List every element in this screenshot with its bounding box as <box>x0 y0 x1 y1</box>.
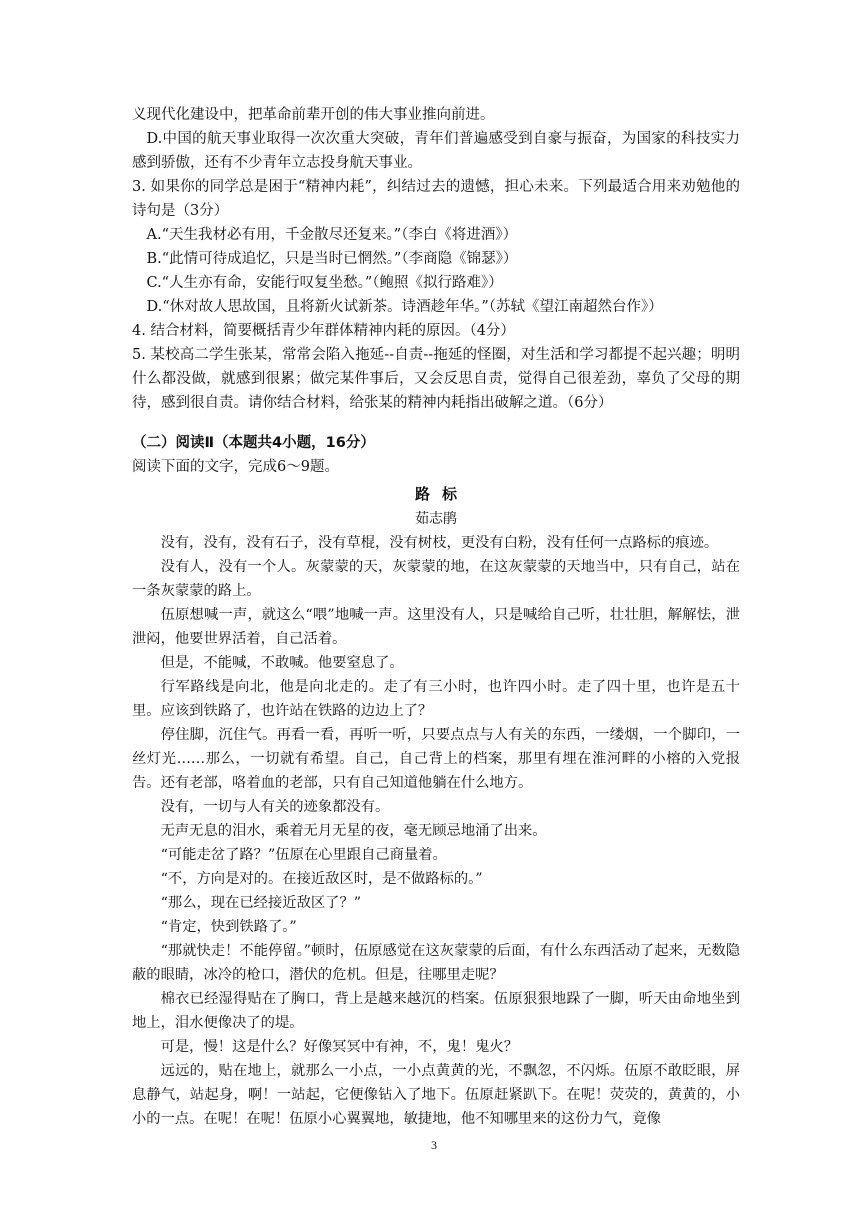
question-4: 4. 结合材料，简要概括青少年群体精神内耗的原因。（4分） <box>132 323 515 339</box>
question-3-option-d: D.“休对故人思故国，且将新火试新茶。诗酒趁年华。”（苏轼《望江南超然台作》） <box>146 299 663 315</box>
page-content <box>132 103 740 1131</box>
story-paragraph: “那就快走！不能停留。”顿时，伍原感觉在这灰蒙蒙的后面，有什么东西活动了起来，无数隐蔽的眼睛，冰冷的枪口，潜伏的危机。但是，往哪里走呢？ <box>132 943 740 983</box>
story-paragraph: 远远的，贴在地上，就那么一小点，一小点黄黄的光，不飘忽，不闪烁。伍原不敢眨眼，屏息静气，站起身，啊！一站起，它便像钻入了地下。伍原赶紧趴下。在呢！荧荧的，黄黄的，小小的一点。在呢！在呢！伍原小心翼翼地，敏捷地，他不知哪里来的这份力气，竟像 <box>132 1063 740 1127</box>
story-paragraph: 但是，不能喊，不敢喊。他要窒息了。 <box>160 655 404 671</box>
story-paragraph: 伍原想喊一声，就这么“喂”地喊一声。这里没有人，只是喊给自己听，壮壮胆，解解怯，泄泄闷，他要世界活着，自己活着。 <box>132 607 740 647</box>
story-paragraph: 没有，一切与人有关的迹象都没有。 <box>160 799 390 815</box>
story-paragraph: 停住脚，沉住气。再看一看，再听一听，只要点点与人有关的东西，一缕烟，一个脚印，一丝灯光……那么，一切就有希望。自己，自己背上的档案，那里有埋在淮河畔的小榕的入党报告。还有老部，咯着血的老部，只有自己知道他躺在什么地方。 <box>132 727 740 791</box>
story-paragraph: 棉衣已经湿得贴在了胸口，背上是越来越沉的档案。伍原狠狠地跺了一脚，听天由命地坐到地上，泪水便像决了的堤。 <box>132 991 740 1031</box>
section-instruction: 阅读下面的文字，完成6～9题。 <box>132 459 339 475</box>
text-line: 义现代化建设中，把革命前辈开创的伟大事业推向前进。 <box>132 107 495 123</box>
story-author: 茹志鹃 <box>415 511 457 527</box>
question-5: 5. 某校高二学生张某，常常会陷入拖延--自责--拖延的怪圈，对生活和学习都提不起兴趣；明明什么都没做，就感到很累；做完某件事后，又会反思自责，觉得自己很差劲，辜负了父母的期待，感到很自责。请你结合材料，给张某的精神内耗指出破解之道。（6分） <box>132 347 740 411</box>
story-paragraph: “那么，现在已经接近敌区了？” <box>160 895 362 911</box>
question-3-option-a: A.“天生我材必有用，千金散尽还复来。”（李白《将进酒》） <box>146 227 518 243</box>
question-3-stem: 3. 如果你的同学总是困于“精神内耗”，纠结过去的遗憾，担心未来。下列最适合用来劝勉他的诗句是（3分） <box>132 179 740 219</box>
page-number: 3 <box>431 1138 437 1152</box>
question-3-option-c: C.“人生亦有命，安能行叹复坐愁。”（鲍照《拟行路难》） <box>146 275 503 291</box>
story-paragraph: 可是，慢！这是什么？好像冥冥中有神，不，鬼！鬼火？ <box>160 1039 519 1055</box>
story-paragraph: 行军路线是向北，他是向北走的。走了有三小时，也许四小时。走了四十里，也许是五十里。应该到铁路了，也许站在铁路的边边上了？ <box>132 679 740 719</box>
question-3-option-b: B.“此情可待成追忆，只是当时已惘然。”（李商隐《锦瑟》） <box>146 251 518 267</box>
story-paragraph: “不，方向是对的。在接近敌区时，是不做路标的。” <box>160 871 483 887</box>
story-paragraph: 没有，没有，没有石子，没有草棍，没有树枝，更没有白粉，没有任何一点路标的痕迹。 <box>160 535 719 551</box>
story-paragraph: “肯定，快到铁路了。” <box>160 919 297 935</box>
story-title: 路标 <box>414 485 469 503</box>
option-d: D.中国的航天事业取得一次次重大突破，青年们普遍感受到自豪与振奋，为国家的科技实力感到骄傲，还有不少青年立志投身航天事业。 <box>132 131 740 171</box>
story-paragraph: 没有人，没有一个人。灰蒙蒙的天，灰蒙蒙的地，在这灰蒙蒙的天地当中，只有自己，站在一条灰蒙蒙的路上。 <box>132 559 740 599</box>
story-paragraph: “可能走岔了路？”伍原在心里跟自己商量着。 <box>160 847 447 863</box>
section-title: （二）阅读Ⅱ（本题共4小题，16分） <box>132 435 375 451</box>
story-paragraph: 无声无息的泪水，乘着无月无星的夜，毫无顾忌地涌了出来。 <box>160 823 547 839</box>
